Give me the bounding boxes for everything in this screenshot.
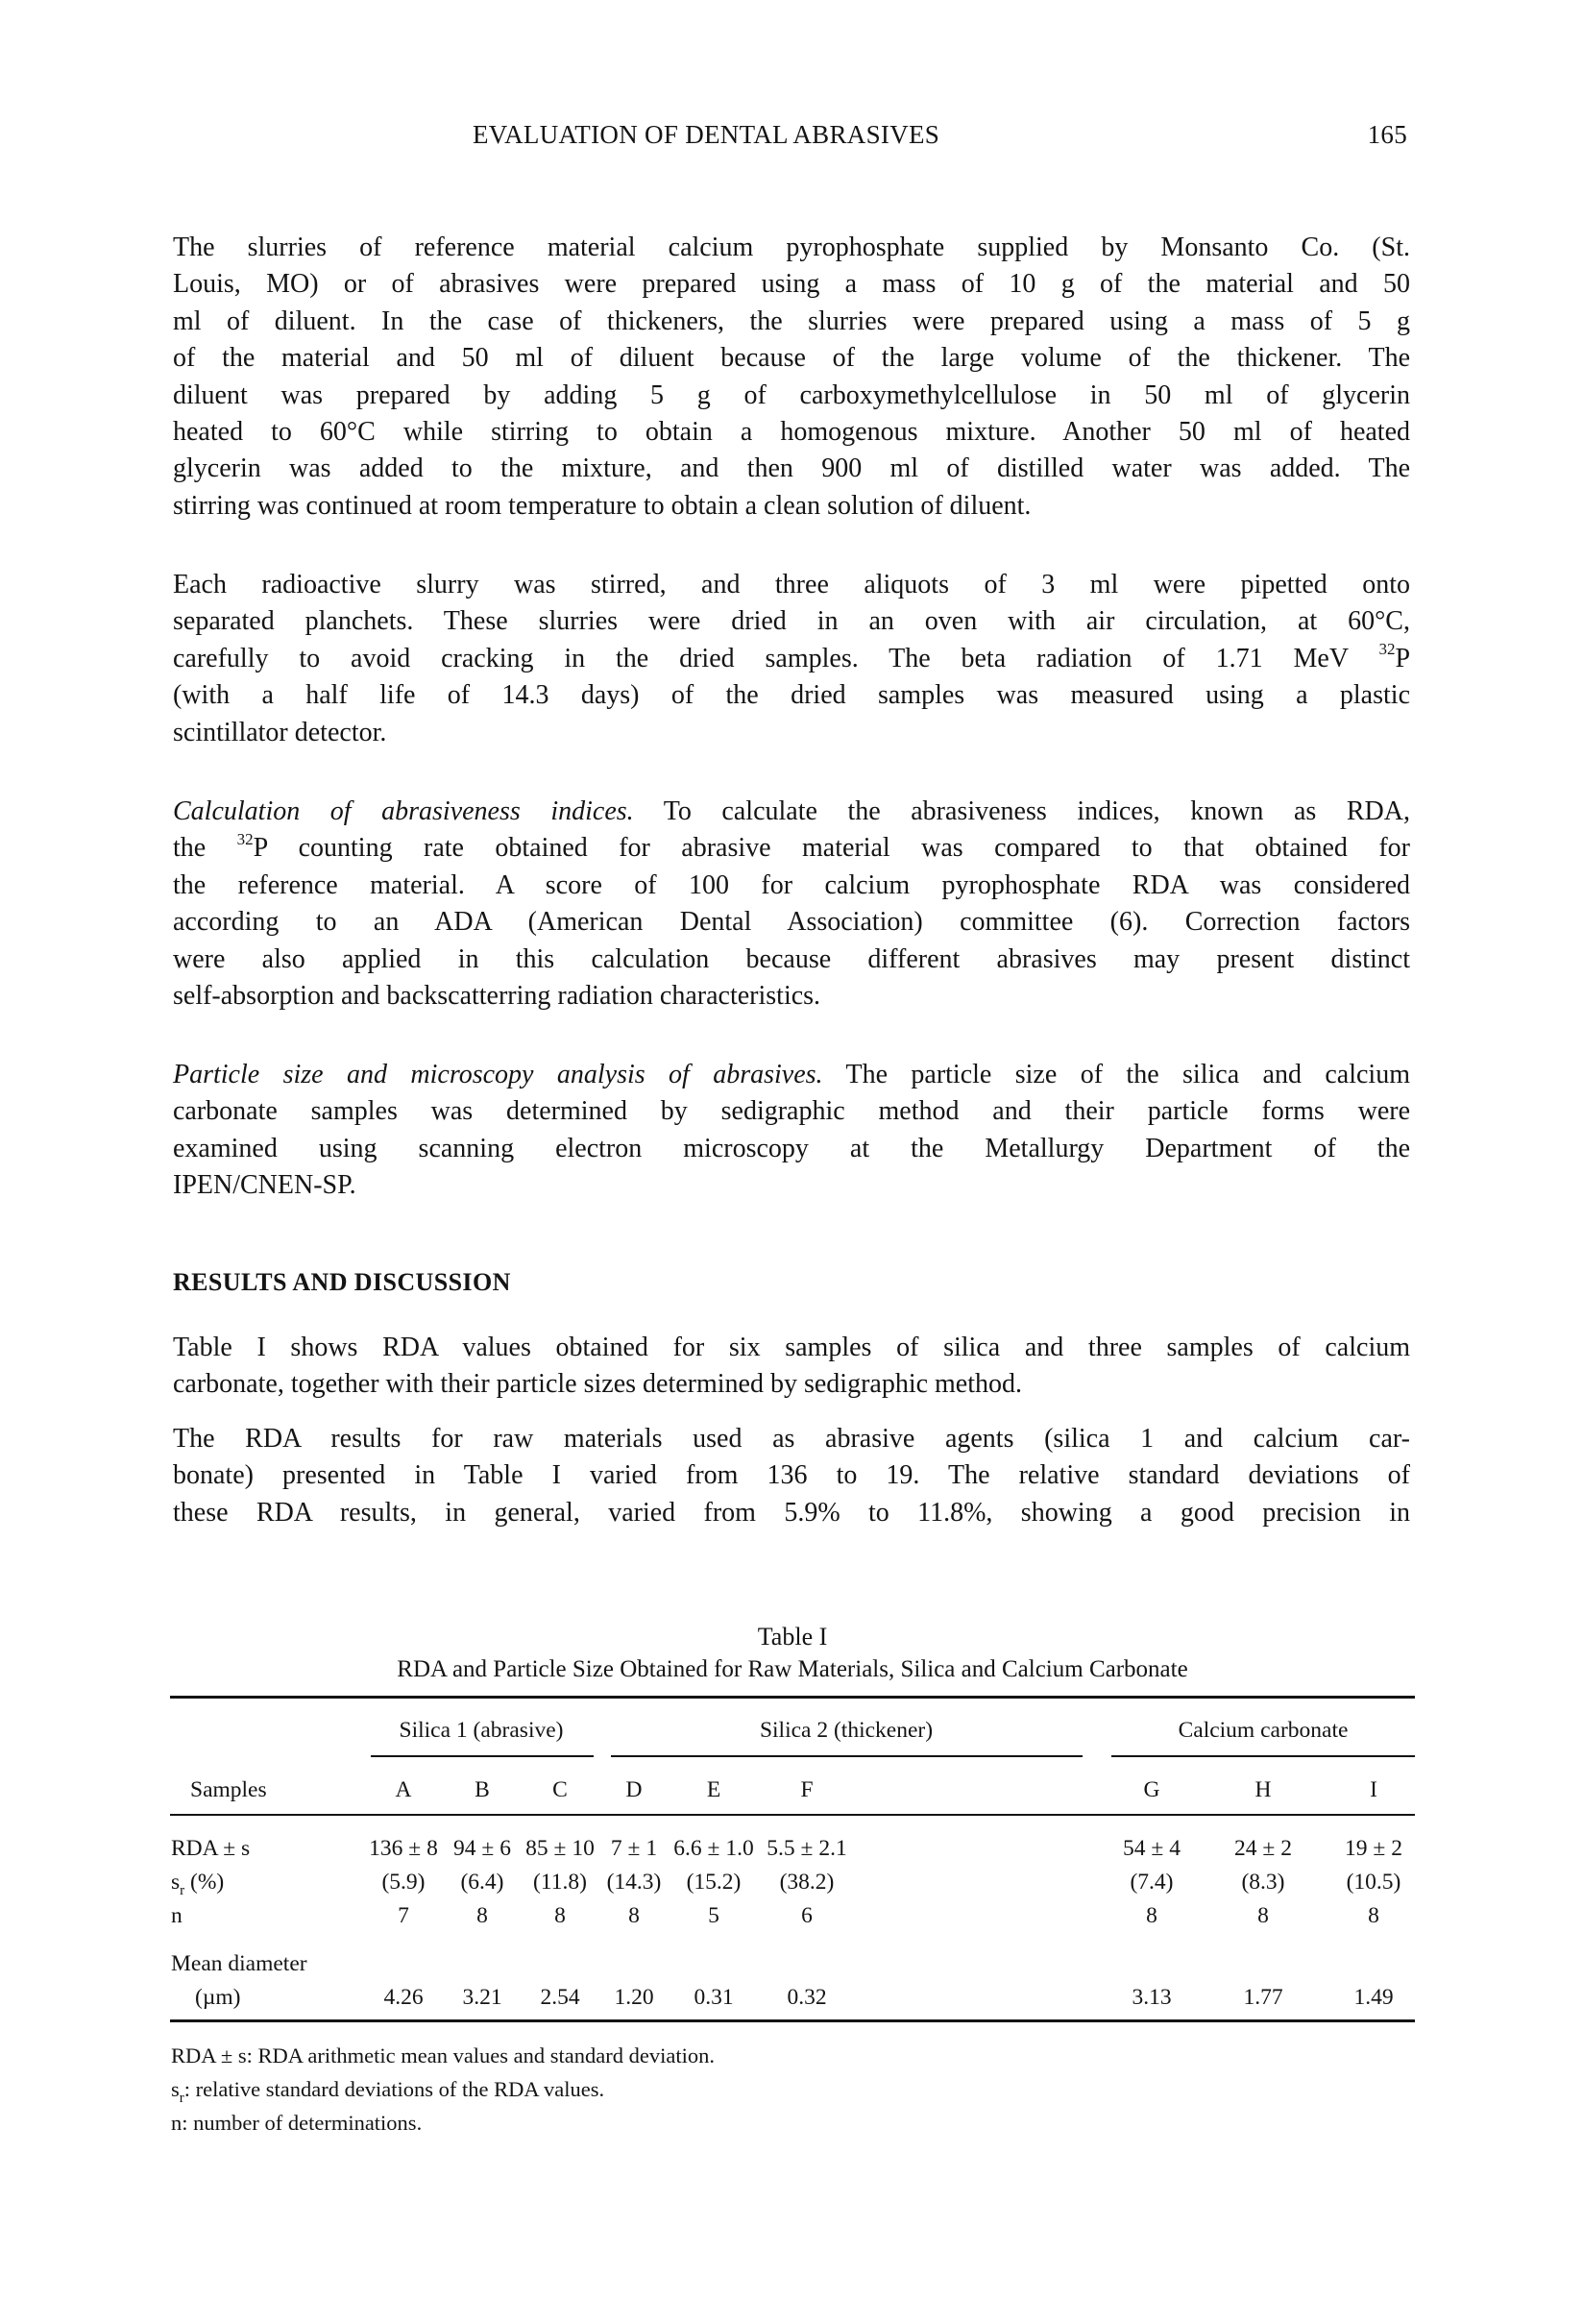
text-line: Calculation of abrasiveness indices. To calculate the abrasiveness indices, known as RDA, <box>173 796 1410 826</box>
runin-heading: Particle size and microscopy analysis of abrasives. <box>173 1060 823 1089</box>
table-caption: RDA and Particle Size Obtained for Raw Materials, Silica and Calcium Carbonate <box>397 1656 1188 1682</box>
text-line: carbonate, together with their particle sizes determined by sedigraphic method. <box>173 1369 1023 1400</box>
text-line: IPEN/CNEN-SP. <box>173 1170 356 1201</box>
footnote-rda: RDA ± s: RDA arithmetic mean values and standard deviation. <box>171 2043 715 2067</box>
table-cell-diameter-b: 3.21 <box>462 1985 502 2010</box>
table-cell-rda-g: 54 ± 4 <box>1123 1836 1181 1861</box>
text-line: Particle size and microscopy analysis of abrasives. The particle size of the silica and calcium <box>173 1060 1410 1089</box>
text-line: were also applied in this calculation because different abrasives may present distinct <box>173 943 1410 974</box>
paragraph-particle <box>173 1057 1410 1205</box>
text-line: the $^{32}$P counting rate obtained for abrasive material was compared to that obtained for <box>173 830 1410 864</box>
paragraph-table-intro <box>173 1330 1410 1404</box>
table-cell-rda-i: 19 ± 2 <box>1345 1836 1402 1861</box>
table-cell-sr-b: (6.4) <box>460 1870 504 1895</box>
column-header-a: A <box>395 1777 412 1802</box>
group-header-silica-2: Silica 2 (thickener) <box>759 1718 934 1743</box>
paragraph-radioactive <box>173 567 1410 751</box>
column-header-g: G <box>1143 1777 1160 1802</box>
text-line: Each radioactive slurry was stirred, and three aliquots of 3 ml were pipetted onto <box>173 570 1410 599</box>
text-line: Louis, MO) or of abrasives were prepared using a mass of 10 g of the material and 50 <box>173 269 1410 300</box>
text-line: according to an ADA (American Dental Association) committee (6). Correction factors <box>173 907 1410 938</box>
text-line: carbonate samples was determined by sedigraphic method and their particle forms were <box>173 1096 1410 1127</box>
table-cell-n-e: 5 <box>708 1903 719 1928</box>
section-heading: RESULTS AND DISCUSSION <box>173 1268 511 1296</box>
table-cell-n-h: 8 <box>1257 1903 1269 1928</box>
table-cell-diameter-a: 4.26 <box>383 1985 424 2010</box>
table-header-rule <box>170 1814 1415 1816</box>
runin-heading: Calculation of abrasiveness indices. <box>173 796 634 826</box>
column-header-b: B <box>475 1777 490 1802</box>
table-bottom-rule <box>170 2019 1415 2022</box>
text-line: separated planchets. These slurries were dried in an oven with air circulation, at 60°C, <box>173 606 1410 637</box>
table-cell-sr-g: (7.4) <box>1130 1870 1174 1895</box>
column-header-h: H <box>1254 1777 1272 1802</box>
paragraph-slurries <box>173 230 1410 525</box>
column-header-e: E <box>706 1777 721 1802</box>
text-line: the reference material. A score of 100 for calcium pyrophosphate RDA was considered <box>173 869 1410 900</box>
row-label-mean-diameter: Mean diameter <box>171 1951 307 1976</box>
table-cell-rda-e: 6.6 ± 1.0 <box>673 1836 754 1861</box>
table-cell-n-a: 7 <box>398 1903 409 1928</box>
table-cell-sr-d: (14.3) <box>606 1870 662 1895</box>
footnote-n: n: number of determinations. <box>171 2111 423 2135</box>
group-underline <box>1111 1755 1415 1757</box>
table-cell-n-g: 8 <box>1146 1903 1157 1928</box>
table-cell-diameter-e: 0.31 <box>694 1985 734 2010</box>
group-header-calcium-carbonate: Calcium carbonate <box>1178 1718 1349 1743</box>
table-cell-diameter-c: 2.54 <box>540 1985 580 2010</box>
column-header-f: F <box>800 1777 814 1802</box>
table-cell-sr-h: (8.3) <box>1241 1870 1285 1895</box>
text-line: these RDA results, in general, varied from 5.9% to 11.8%, showing a good precision in <box>173 1497 1410 1528</box>
text-line: scintillator detector. <box>173 717 387 747</box>
table-cell-n-f: 6 <box>801 1903 813 1928</box>
text-line: examined using scanning electron microscopy at the Metallurgy Department of the <box>173 1133 1410 1163</box>
row-label-sr: $s_r$ (%) <box>171 1870 225 1898</box>
table-cell-n-b: 8 <box>476 1903 488 1928</box>
table-cell-rda-b: 94 ± 6 <box>453 1836 511 1861</box>
text-line: Table I shows RDA values obtained for six samples of silica and three samples of calcium <box>173 1333 1410 1362</box>
column-header-i: I <box>1370 1777 1377 1802</box>
paragraph-rda-results <box>173 1421 1410 1531</box>
table-cell-rda-c: 85 ± 10 <box>525 1836 595 1861</box>
samples-label: Samples <box>190 1777 267 1802</box>
table-cell-n-c: 8 <box>554 1903 566 1928</box>
table-cell-sr-f: (38.2) <box>779 1870 835 1895</box>
table-cell-n-d: 8 <box>628 1903 640 1928</box>
row-label-rda: RDA ± s <box>171 1836 251 1861</box>
running-header <box>0 120 1583 159</box>
text-line: stirring was continued at room temperature to obtain a clean solution of diluent. <box>173 490 1032 521</box>
table-cell-sr-c: (11.8) <box>533 1870 587 1895</box>
text-line: The slurries of reference material calcium pyrophosphate supplied by Monsanto Co. (St. <box>173 232 1410 262</box>
isotope-mass-number: 32 <box>1378 640 1396 659</box>
text-line: The RDA results for raw materials used as abrasive agents (silica 1 and calcium car- <box>173 1424 1410 1454</box>
text-line: heated to 60°C while stirring to obtain a homogenous mixture. Another 50 ml of heated <box>173 416 1410 447</box>
group-underline <box>371 1755 594 1757</box>
page-number: 165 <box>1367 120 1407 149</box>
paragraph-calculation <box>173 794 1410 1015</box>
text-line: bonate) presented in Table I varied from 136 to 19. The relative standard deviations of <box>173 1460 1410 1491</box>
text-line: diluent was prepared by adding 5 g of carboxymethylcellulose in 50 ml of glycerin <box>173 379 1410 410</box>
table-cell-diameter-d: 1.20 <box>614 1985 654 2010</box>
table-cell-rda-a: 136 ± 8 <box>369 1836 438 1861</box>
table-top-rule <box>170 1696 1415 1699</box>
table-cell-rda-f: 5.5 ± 2.1 <box>767 1836 847 1861</box>
text-line: of the material and 50 ml of diluent because of the large volume of the thickener. The <box>173 343 1410 374</box>
table-cell-n-i: 8 <box>1368 1903 1379 1928</box>
column-header-d: D <box>625 1777 643 1802</box>
isotope-mass-number: 32 <box>236 830 254 849</box>
table-cell-diameter-f: 0.32 <box>787 1985 827 2010</box>
table-cell-diameter-h: 1.77 <box>1243 1985 1283 2010</box>
group-underline <box>611 1755 1083 1757</box>
table-cell-sr-i: (10.5) <box>1346 1870 1401 1895</box>
text-line: glycerin was added to the mixture, and then 900 ml of distilled water was added. The <box>173 453 1410 484</box>
footnote-sr: $s_r$: relative standard deviations of the RDA values. <box>171 2077 605 2106</box>
row-label-unit: (µm) <box>195 1985 241 2010</box>
text-line: carefully to avoid cracking in the dried samples. The beta radiation of 1.71 MeV $^{32}$P <box>173 640 1411 673</box>
group-header-silica-1: Silica 1 (abrasive) <box>399 1718 564 1743</box>
table-cell-diameter-g: 3.13 <box>1132 1985 1172 2010</box>
text-line: self-absorption and backscatterring radiation characteristics. <box>173 980 821 1011</box>
running-title: EVALUATION OF DENTAL ABRASIVES <box>473 120 940 149</box>
table-cell-sr-e: (15.2) <box>686 1870 742 1895</box>
table-cell-rda-h: 24 ± 2 <box>1234 1836 1292 1861</box>
table-cell-sr-a: (5.9) <box>381 1870 426 1895</box>
table-cell-diameter-i: 1.49 <box>1353 1985 1394 2010</box>
column-header-c: C <box>552 1777 568 1802</box>
text-line: ml of diluent. In the case of thickeners, the slurries were prepared using a mass of 5 g <box>173 306 1410 336</box>
table-title: Table I <box>757 1623 828 1651</box>
text-line: (with a half life of 14.3 days) of the dried samples was measured using a plastic <box>173 680 1410 711</box>
row-label-n: n <box>171 1903 183 1928</box>
table-cell-rda-d: 7 ± 1 <box>610 1836 658 1861</box>
